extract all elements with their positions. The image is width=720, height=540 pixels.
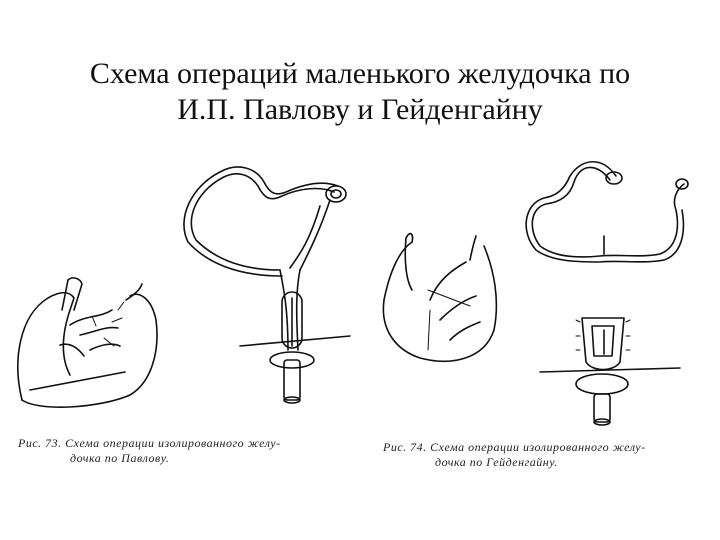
pavlov-pouch-drawing (184, 167, 350, 403)
heidenhain-stomach-drawing (383, 234, 496, 362)
figure-74-caption (383, 440, 693, 470)
caption-line: дочка по Гейденгайну. (435, 455, 558, 469)
slide-title (40, 56, 680, 128)
caption-line: дочка по Павлову. (70, 451, 170, 465)
caption-line: Рис. 73. Схема операции изолированного желу- (18, 436, 281, 450)
title-line-1: Схема операций маленького желудочка по (89, 57, 631, 90)
caption-line: Рис. 74. Схема операции изолированного желу- (383, 440, 646, 454)
title-line-2: И.П. Павлову и Гейденгайну (177, 93, 543, 126)
pavlov-stomach-drawing (18, 278, 157, 407)
heidenhain-pouch-drawing (526, 162, 688, 425)
figure-73-caption (18, 436, 348, 466)
